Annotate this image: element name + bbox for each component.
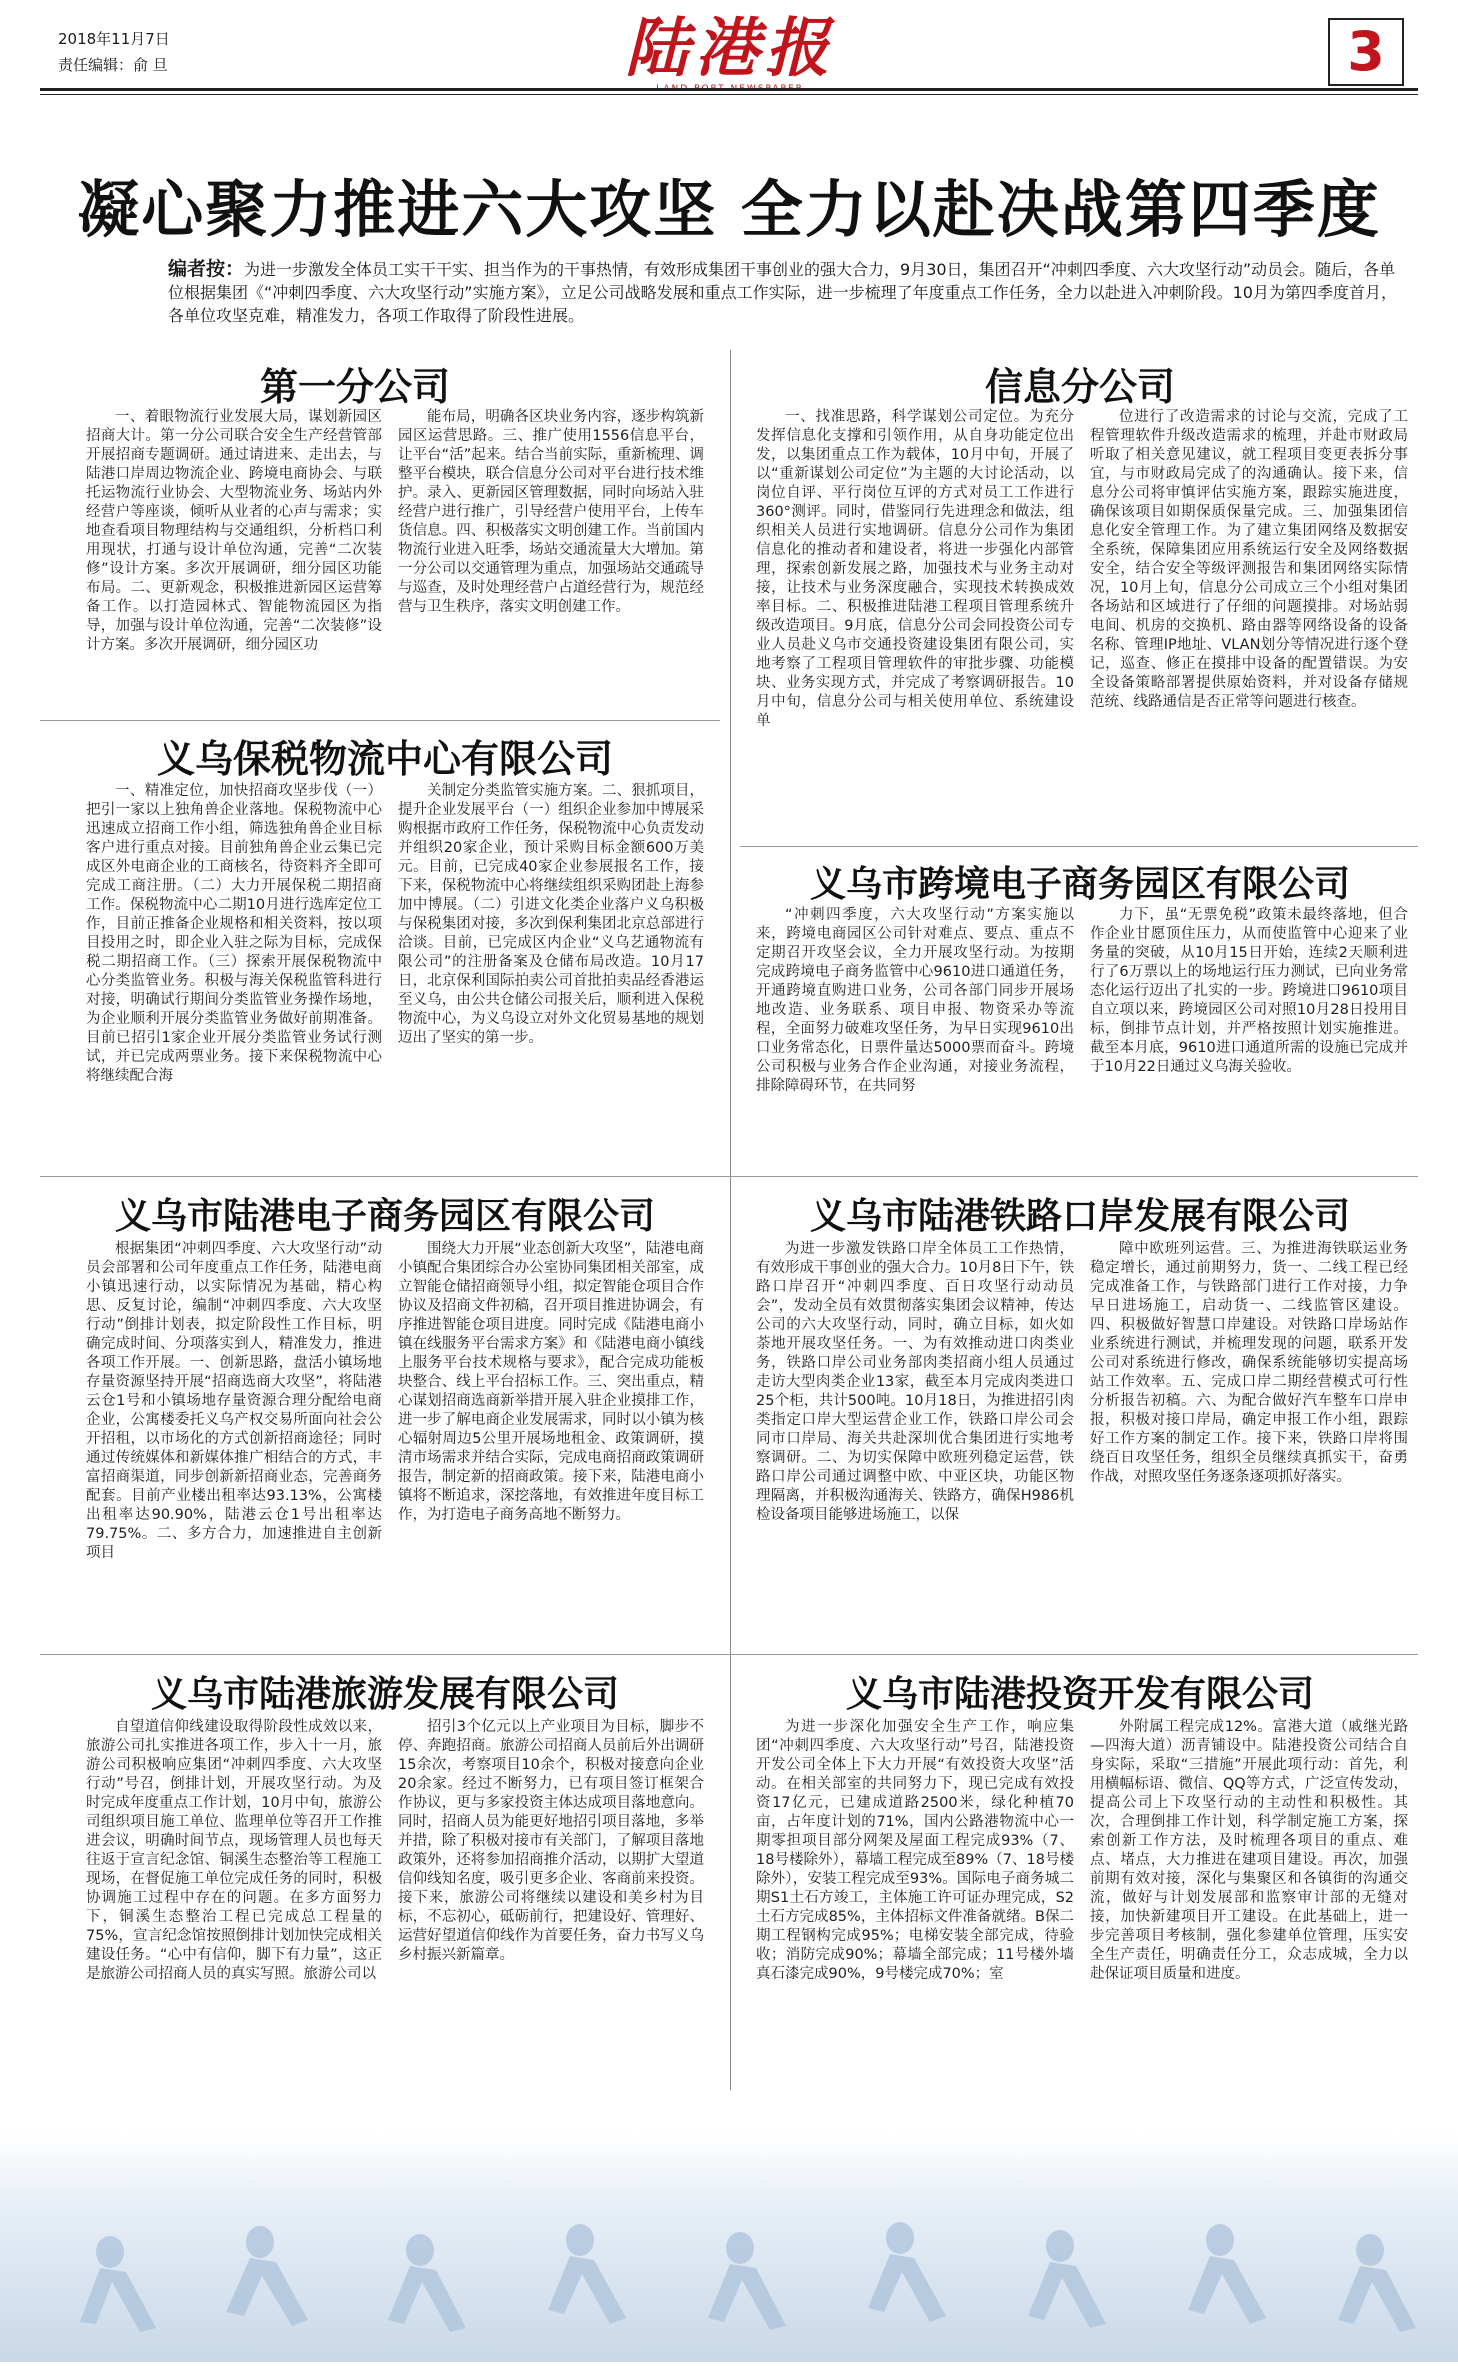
section-title-cross-border: 义乌市跨境电子商务园区有限公司 — [809, 864, 1350, 905]
article-info-branch-col1 — [756, 408, 1074, 808]
article-text: 位进行了改造需求的讨论与交流，完成了工程管理软件升级改造需求的梳理，并赴市财政局听取了相关意见建议，就工程项目变更表拆分事宜，与市财政局完成了的沟通确认。接下来，信息分公司将审慎评估实施方案，跟踪实施进度，确保该项目如期保质保量完成。三、加强集团信息化安全管理工作。为了建立集团网络及数据安全系统，保障集团应用系统运行安全及网络数据安全，结合安全等级评测报告和集团网络实际情况，10月上旬，信息分公司成立三个小组对集团各场站和区域进行了仔细的问题摸排。对场站弱电间、机房的交换机、路由器等网络设备的设备名称、管理IP地址、VLAN划分等情况进行逐个登记，巡查、修正在摸排中设备的配置错误。为安全设备策略部署提供原始资料，并对设备存储规范统、线路通信是否正常等问题进行核查。 — [1090, 409, 1408, 710]
article-cross-border-col1 — [756, 906, 1074, 1118]
article-text: 外附属工程完成12%。富港大道（戚继光路—四海大道）沥青铺设中。陆港投资公司结合自身实际，采取“三措施”开展此项行动：首先，利用横幅标语、微信、QQ等方式，广泛宣传发动，提高公司上下攻坚行动的主动性和积极性。其次，合理倒排工作计划，科学制定施工方案，探索创新工作方法，及时梳理各项目的重点、难点、堵点，大力推进在建项目建设。再次，加强前期有效对接，深化与集聚区和各镇街的沟通交流，做好与计划发展部和监察审计部的无缝对接，加快新建项目开工建设。在此基础上，进一步完善项目考核制，强化参建单位管理，压实安全生产责任，明确责任分工，众志成城，全力以赴保证项目质量和进度。 — [1090, 1719, 1408, 1982]
masthead-title: 陆港报 — [625, 11, 835, 86]
section-title-bonded-logistics: 义乌保税物流中心有限公司 — [156, 737, 613, 781]
article-cross-border-col2 — [1090, 906, 1408, 1118]
article-railway-port-col1 — [756, 1240, 1074, 1668]
editor-credit: 责任编辑：俞 旦 — [58, 56, 168, 74]
article-railway-port-col2 — [1090, 1240, 1408, 1668]
section-divider — [40, 1176, 1418, 1177]
header-rule — [40, 88, 1418, 91]
section-title-info-branch: 信息分公司 — [984, 365, 1175, 409]
section-title-railway-port: 义乌市陆港铁路口岸发展有限公司 — [809, 1196, 1350, 1237]
article-text: 能布局，明确各区块业务内容，逐步构筑新园区运营思路。三、推广使用1556信息平台，让平台“活”起来。结合当前实际，重新梳理、调整平台模块，联合信息分公司对平台进行技术维护。录入、更新园区管理数据，同时向场站入驻经营户进行推广，引导经营户使用平台，上传车货信息。四、积极落实文明创建工作。当前国内物流行业进入旺季，场站交通流量大大增加。第一分公司以交通管理为重点，加强场站交通疏导与巡查，及时处理经营户占道经营行为，规范经营与卫生秩序，落实文明创建工作。 — [398, 409, 704, 615]
article-investment-col2 — [1090, 1718, 1408, 2062]
article-first-branch-col2 — [398, 408, 704, 680]
article-investment-col1 — [756, 1718, 1074, 2062]
article-text: 围绕大力开展“业态创新大攻坚”，陆港电商小镇配合集团综合办公室协同集团相关部室，成立智能仓储招商领导小组，拟定智能仓项目合作协议及招商文件初稿，召开项目推进协调会，有序推进智能仓项目进度。同时完成《陆港电商小镇在线服务平台需求方案》和《陆港电商小镇线上服务平台技术规格与要求》，配合完成功能板块整合、线上平台招标工作。三、突出重点，精心谋划招商选商新举措开展入驻企业摸排工作，进一步了解电商企业发展需求，同时以小镇为核心辐射周边5公里开展场地租金、政策调研，摸清市场需求并结合实际，完成电商招商政策调研报告，制定新的招商政策。接下来，陆港电商小镇将不断追求，深挖落地，有效推进年度目标工作，为打造电子商务高地不断努力。 — [398, 1241, 704, 1523]
article-text: 为进一步激发铁路口岸全体员工工作热情，有效形成干事创业的强大合力。10月8日下午，铁路口岸召开“冲刺四季度、百日攻坚行动动员会”，发动全员有效贯彻落实集团会议精神，传达公司的六大攻坚行动，同时，确立目标，如火如荼地开展攻坚任务。一、为有效推动进口肉类业务，铁路口岸公司业务部肉类招商小组人员通过走访大型肉类企业13家，截至本月完成肉类进口25个柜，共计500吨。10月18日，为推进招引肉类指定口岸大型运营企业工作，铁路口岸公司会同市口岸局、海关共赴深圳优合集团进行实地考察调研。二、为切实保障中欧班列稳定运营，铁路口岸公司通过调整中欧、中亚区块，功能区物理隔离，并积极沟通海关、铁路方，确保H986机检设备项目能够进场施工，以保 — [756, 1241, 1074, 1523]
section-title-first-branch: 第一分公司 — [259, 365, 450, 409]
footer-runners-illustration — [0, 2132, 1458, 2362]
article-bonded-logistics-col1 — [86, 782, 382, 1118]
article-ecommerce-park-col2 — [398, 1240, 704, 1668]
article-info-branch-col2 — [1090, 408, 1408, 808]
article-text: “冲刺四季度，六大攻坚行动”方案实施以来，跨境电商园区公司针对难点、要点、重点不定期召开攻坚会议，全力开展攻坚行动。为按期完成跨境电子商务监管中心9610进口通道任务，开通跨境直购进口业务，公司各部门同步开展场地改造、业务联系、项目申报、物资采办等流程，全面努力破难攻坚任务，为早日实现9610出口业务常态化，日票件量达5000票而奋斗。跨境公司积极与业务合作企业沟通，对接业务流程，排除障碍环节，在共同努 — [756, 907, 1074, 1094]
article-text: 一、找准思路，科学谋划公司定位。为充分发挥信息化支撑和引领作用，从自身功能定位出发，以集团重点工作为载体，10月中旬，开展了以“重新谋划公司定位”为主题的大讨论活动，以岗位自评、平行岗位互评的方式对员工工作进行360°测评。同时，借鉴同行先进理念和做法，组织相关人员进行实地调研。信息分公司作为集团信息化的推动者和建设者，将进一步强化内部管理，探索创新发展之路，加强技术与业务主动对接，让技术与业务深度融合，实现技术转换成效率目标。二、积极推进陆港工程项目管理系统升级改造项目。9月底，信息分公司会同投资公司专业人员赴义乌市交通投资建设集团有限公司，实地考察了工程项目管理软件的审批步骤、功能模块、业务实现方式，并完成了考察调研报告。10月中旬，信息分公司与相关使用单位、系统建设单 — [756, 409, 1074, 729]
center-divider — [730, 350, 731, 2090]
section-title-tourism: 义乌市陆港旅游发展有限公司 — [150, 1674, 619, 1715]
editor-note-text: 为进一步激发全体员工实干干实、担当作为的干事热情，有效形成集团干事创业的强大合力，9月30日，集团召开“冲刺四季度、六大攻坚行动”动员会。随后，各单位根据集团《“冲刺四季度、六大攻坚行动”实施方案》，立足公司战略发展和重点工作实际，进一步梳理了年度重点工作任务，全力以赴进入冲刺阶段。10月为第四季度首月，各单位攻坚克难，精准发力，各项工作取得了阶段性进展。 — [168, 260, 1397, 325]
section-divider — [40, 720, 720, 721]
header-rule-thin — [40, 94, 1418, 95]
article-bonded-logistics-col2 — [398, 782, 704, 1118]
article-tourism-col1 — [86, 1718, 382, 2062]
editor-note — [168, 258, 1398, 327]
section-divider — [740, 846, 1418, 847]
main-headline: 凝心聚力推进六大攻坚 全力以赴决战第四季度 — [77, 173, 1381, 246]
article-tourism-col2 — [398, 1718, 704, 2062]
section-title-ecommerce-park: 义乌市陆港电子商务园区有限公司 — [114, 1196, 655, 1237]
article-first-branch-col1 — [86, 408, 382, 680]
section-title-investment: 义乌市陆港投资开发有限公司 — [845, 1674, 1314, 1715]
article-text: 根据集团“冲刺四季度、六大攻坚行动”动员会部署和公司年度重点工作任务，陆港电商小镇迅速行动，以实际情况为基础，精心构思、反复讨论，编制“冲刺四季度、六大攻坚行动”倒排计划表，拟定阶段性工作目标，明确完成时间、分项落实到人，精准发力，推进各项工作开展。一、创新思路，盘活小镇场地存量资源坚持开展“招商选商大攻坚”，将陆港云仓1号和小镇场地存量资源合理分配给电商企业，公寓楼委托义乌产权交易所面向社会公开招租，以市场化的方式创新招商途径；同时通过传统媒体和新媒体推广相结合的方式，丰富招商渠道，同步创新新招商业态，完善商务配套。目前产业楼出租率达93.13%，公寓楼出租率达90.90%，陆港云仓1号出租率达79.75%。二、多方合力，加速推进自主创新项目 — [86, 1241, 382, 1561]
article-text: 一、着眼物流行业发展大局，谋划新园区招商大计。第一分公司联合安全生产经营管部开展招商专题调研。通过请进来、走出去，与陆港口岸周边物流企业、跨境电商协会、与联托运物流行业协会、大型物流业务、场站内外经营户等座谈，倾听从业者的心声与需求；实地查看项目物理结构与交通组织，分析档口利用现状，打通与设计单位沟通，完善“二次装修”设计方案。多次开展调研，细分园区功能布局。二、更新观念，积极推进新园区运营筹备工作。以打造园林式、智能物流园区为指导，加强与设计单位沟通，完善“二次装修”设计方案。多次开展调研，细分园区功 — [86, 409, 382, 653]
page-number: 3 — [1328, 18, 1404, 86]
issue-date: 2018年11月7日 — [58, 30, 170, 48]
article-text: 一、精准定位，加快招商攻坚步伐（一）把引一家以上独角兽企业落地。保税物流中心迅速成立招商工作小组，筛选独角兽企业目标客户进行重点对接。目前独角兽企业云集已完成区外电商企业的工商核名，待资料齐全即可完成工商注册。（二）大力开展保税二期招商工作。保税物流中心二期10月进行选库定位工作，目前正推备企业规格和相关资料，按以项目投用之时，即企业入驻之际为目标，完成保税二期招商工作。（三）探索开展保税物流中心分类监管业务。积极与海关保税监管科进行对接，明确试行期间分类监管业务操作场地，为企业顺利开展分类监管业务做好前期准备。目前已招引1家企业开展分类监管业务试行测试，并已完成两票业务。接下来保税物流中心将继续配合海 — [86, 783, 382, 1084]
editor-note-lead: 编者按： — [168, 258, 245, 280]
runners-graphic — [0, 2132, 1458, 2362]
article-text: 招引3个亿元以上产业项目为目标，脚步不停、奔跑招商。旅游公司招商人员前后外出调研15余次，考察项目10余个，积极对接意向企业20余家。经过不断努力，已有项目签订框架合作协议，更与多家投资主体达成项目落地意向。同时，招商人员为能更好地招引项目落地，多举并措，除了积极对接市有关部门，了解项目落地政策外，还将参加招商推介活动，以期扩大望道信仰线知名度，吸引更多企业、客商前来投资。接下来，旅游公司将继续以建设和美乡村为目标，不忘初心，砥砺前行，把建设好、管理好、运营好望道信仰线作为首要任务，奋力书写义乌乡村振兴新篇章。 — [398, 1719, 704, 1963]
article-text: 为进一步深化加强安全生产工作，响应集团“冲刺四季度、六大攻坚行动”号召，陆港投资开发公司全体上下大力开展“有效投资大攻坚”活动。在相关部室的共同努力下，现已完成有效投资17亿元，已建成道路2500米，绿化种植70亩，占年度计划的71%，国内公路港物流中心一期零担项目部分网架及屋面工程完成93%（7、18号楼除外），幕墙工程完成至89%（7、18号楼除外），安装工程完成至93%。国际电子商务城二期S1土石方竣工，主体施工许可证办理完成，S2土石方完成85%，主体招标文件准备就绪。B保二期工程钢构完成95%；电梯安装全部完成，待验收；消防完成90%；幕墙全部完成；11号楼外墙真石漆完成90%，9号楼完成70%；室 — [756, 1719, 1074, 1982]
section-divider — [40, 1654, 1418, 1655]
article-ecommerce-park-col1 — [86, 1240, 382, 1668]
article-text: 障中欧班列运营。三、为推进海铁联运业务稳定增长，通过前期努力，货一、二线工程已经完成准备工作，与铁路部门进行工作对接，力争早日进场施工，启动货一、二线监管区建设。四、积极做好智慧口岸建设。对铁路口岸场站作业系统进行测试，并梳理发现的问题，联系开发公司对系统进行修改，确保系统能够切实提高场站工作效率。五、完成口岸二期经营模式可行性分析报告初稿。六、为配合做好汽车整车口岸申报，积极对接口岸局，确定申报工作小组，跟踪好工作方案的制定工作。接下来，铁路口岸将围绕百日攻坚任务，组织全员继续真抓实干，奋勇作战，对照攻坚任务逐条逐项抓好落实。 — [1090, 1241, 1408, 1485]
article-text: 自望道信仰线建设取得阶段性成效以来，旅游公司扎实推进各项工作，步入十一月，旅游公司积极响应集团“冲刺四季度、六大攻坚行动”号召，倒排计划，开展攻坚行动。为及时完成年度重点工作计划，10月中旬，旅游公司组织项目施工单位、监理单位等召开工作推进会议，明确时间节点，现场管理人员也每天往返于宣言纪念馆、铜溪生态整治等工程施工现场，在督促施工单位完成任务的同时，积极协调施工过程中存在的问题。在多方面努力下，铜溪生态整治工程已完成总工程量的75%，宣言纪念馆按照倒排计划加快完成相关建设任务。“心中有信仰，脚下有力量”，这正是旅游公司招商人员的真实写照。旅游公司以 — [86, 1719, 382, 1982]
article-text: 关制定分类监管实施方案。二、狠抓项目，提升企业发展平台（一）组织企业参加中博展采购根据市政府工作任务，保税物流中心负责发动并组织20家企业，预计采购目标金额600万美元。目前，已完成40家企业参展报名工作，接下来，保税物流中心将继续组织采购团赴上海参加中博展。（二）引进文化类企业落户义乌积极与保税集团对接，多次到保利集团北京总部进行洽谈。目前，已完成区内企业“义乌艺通物流有限公司”的注册备案及仓储布局改造。10月17日，北京保利国际拍卖公司首批拍卖品经香港运至义乌，由公共仓储公司报关后，顺利进入保税物流中心，为义乌设立对外文化贸易基地的规划迈出了坚实的第一步。 — [398, 783, 704, 1046]
article-text: 力下，虽“无票免税”政策未最终落地，但合作企业甘愿顶住压力，从而使监管中心迎来了业务量的突破，从10月15日开始，连续2天顺利进行了6万票以上的场地运行压力测试，已向业务常态化运行迈出了扎实的一步。跨境进口9610项目自立项以来，跨境园区公司对照10月28日投用目标，倒排节点计划，并严格按照计划实施推进。截至本月底，9610进口通道所需的设施已完成并于10月22日通过义乌海关验收。 — [1090, 907, 1408, 1075]
